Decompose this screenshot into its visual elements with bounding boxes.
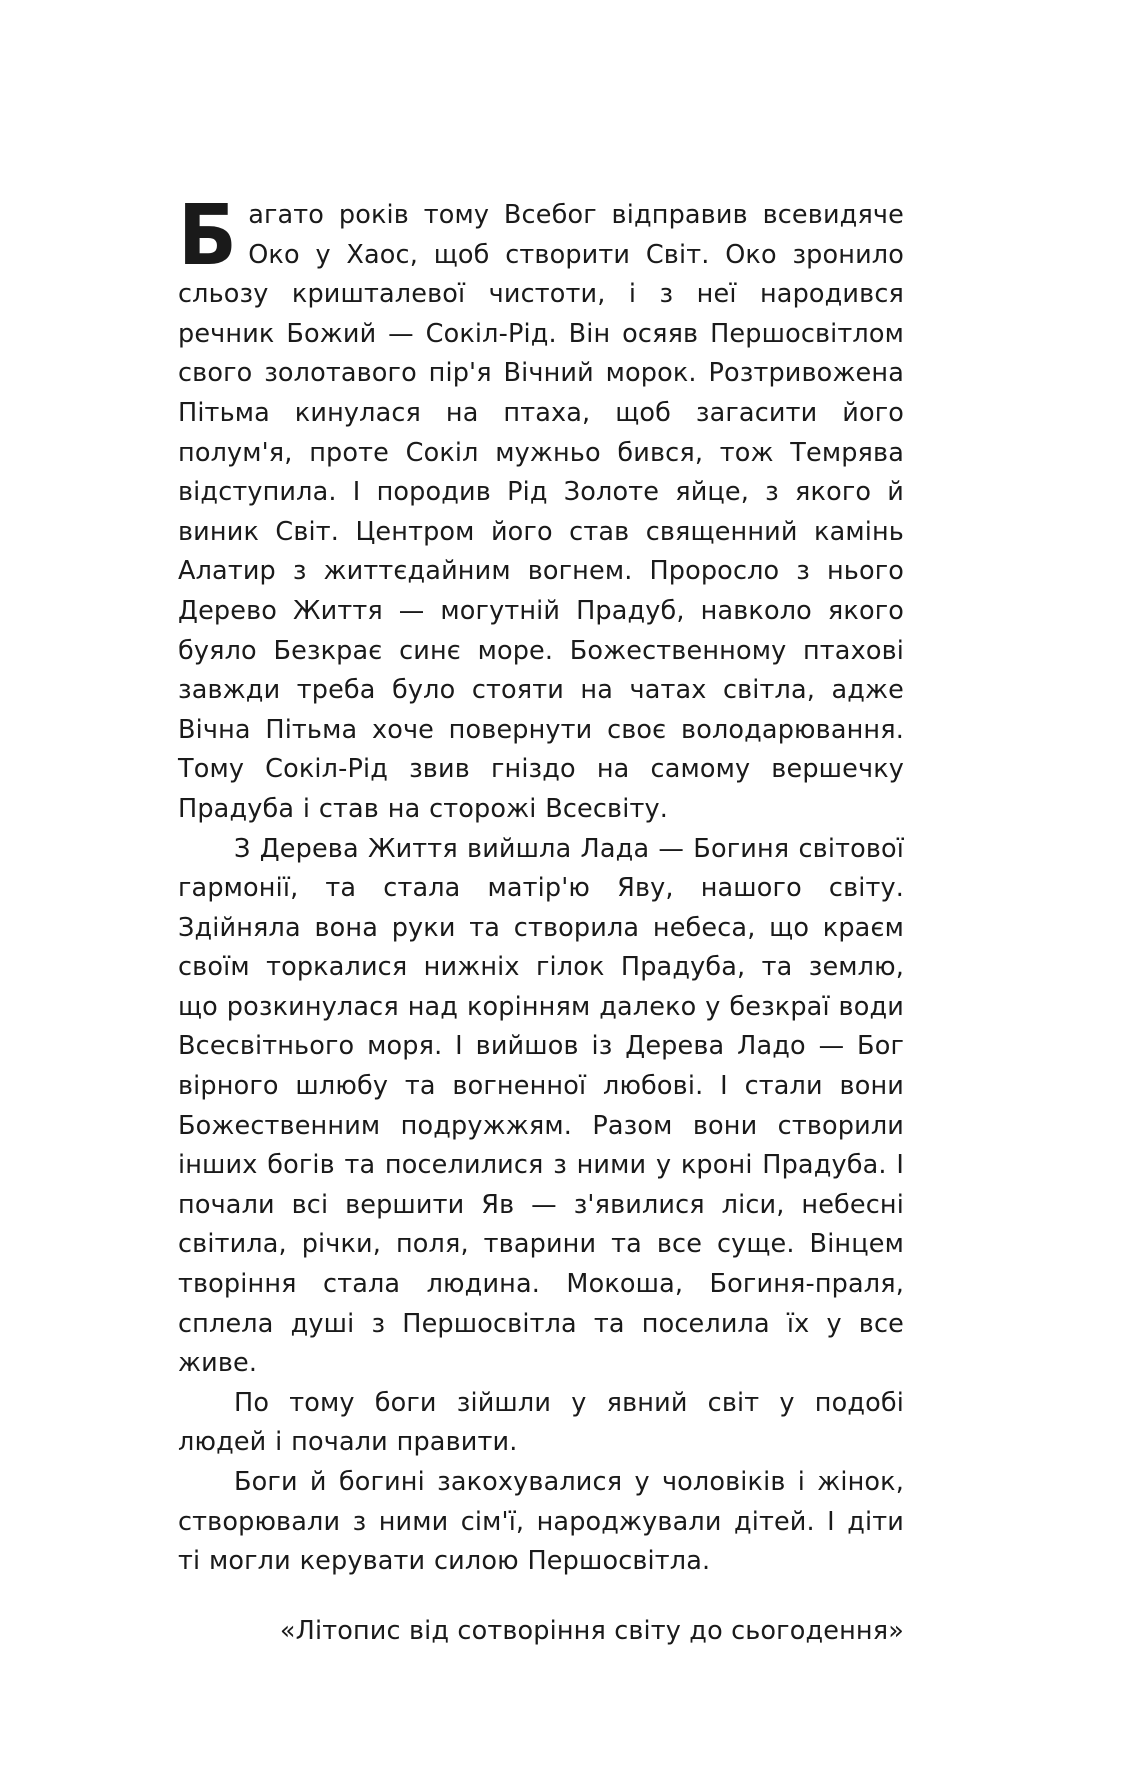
source-attribution: «Літопис від сотворіння світу до сьогодення» <box>279 1615 904 1646</box>
paragraph-3: По тому боги зійшли у явний світ у подобі людей і почали правити. <box>178 1387 904 1458</box>
paragraph-1 <box>178 186 904 830</box>
drop-cap-initial: Б <box>178 186 238 284</box>
paragraph-1-text: агато років тому Всебог відправив всевидяче Око у Хаос, щоб створити Світ. Око зронило сльозу кришталевої чистоти, і з неї народився речник Божий — Сокіл-Рід. Він осяяв Першосвітлом свого золотавого пір'я Вічний морок. Розтривожена Пітьма кинулася на птаха, щоб загасити його полум'я, проте Сокіл мужньо бився, тож Темрява відступила. І породив Рід Золоте яйце, з якого й виник Світ. Центром його став священний камінь Алатир з життєдайним вогнем. Проросло з нього Дерево Життя — могутній Прадуб, навколо якого буяло Безкрає синє море. Божественному птахові завжди треба було стояти на чатах світла, адже Вічна Пітьма хоче повернути своє володарювання. Тому Сокіл-Рід звив гніздо на самому вершечку Прадуба і став на сторожі Всесвіту. <box>178 200 904 824</box>
paragraph-4: Боги й богині закохувалися у чоловіків і жінок, створювали з ними сім'ї, народжували дітей. І діти ті могли керувати силою Першосвітла. <box>178 1467 904 1577</box>
page-text-block <box>178 186 904 1651</box>
paragraph-2: З Дерева Життя вийшла Лада — Богиня світової гармонії, та стала матір'ю Яву, нашого світу. Здійняла вона руки та створила небеса, що краєм своїм торкалися нижніх гілок Прадуба, та землю, що розкинулася над корінням далеко у безкраї води Всесвітнього моря. І вийшов із Дерева Ладо — Бог вірного шлюбу та вогненної любові. І стали вони Божественним подружжям. Разом вони створили інших богів та поселилися з ними у кроні Прадуба. І почали всі вершити Яв — з'явилися ліси, небесні світила, річки, поля, тварини та все суще. Вінцем творіння стала людина. Мокоша, Богиня-праля, сплела душі з Першосвітла та поселила їх у все живе. <box>178 833 904 1379</box>
